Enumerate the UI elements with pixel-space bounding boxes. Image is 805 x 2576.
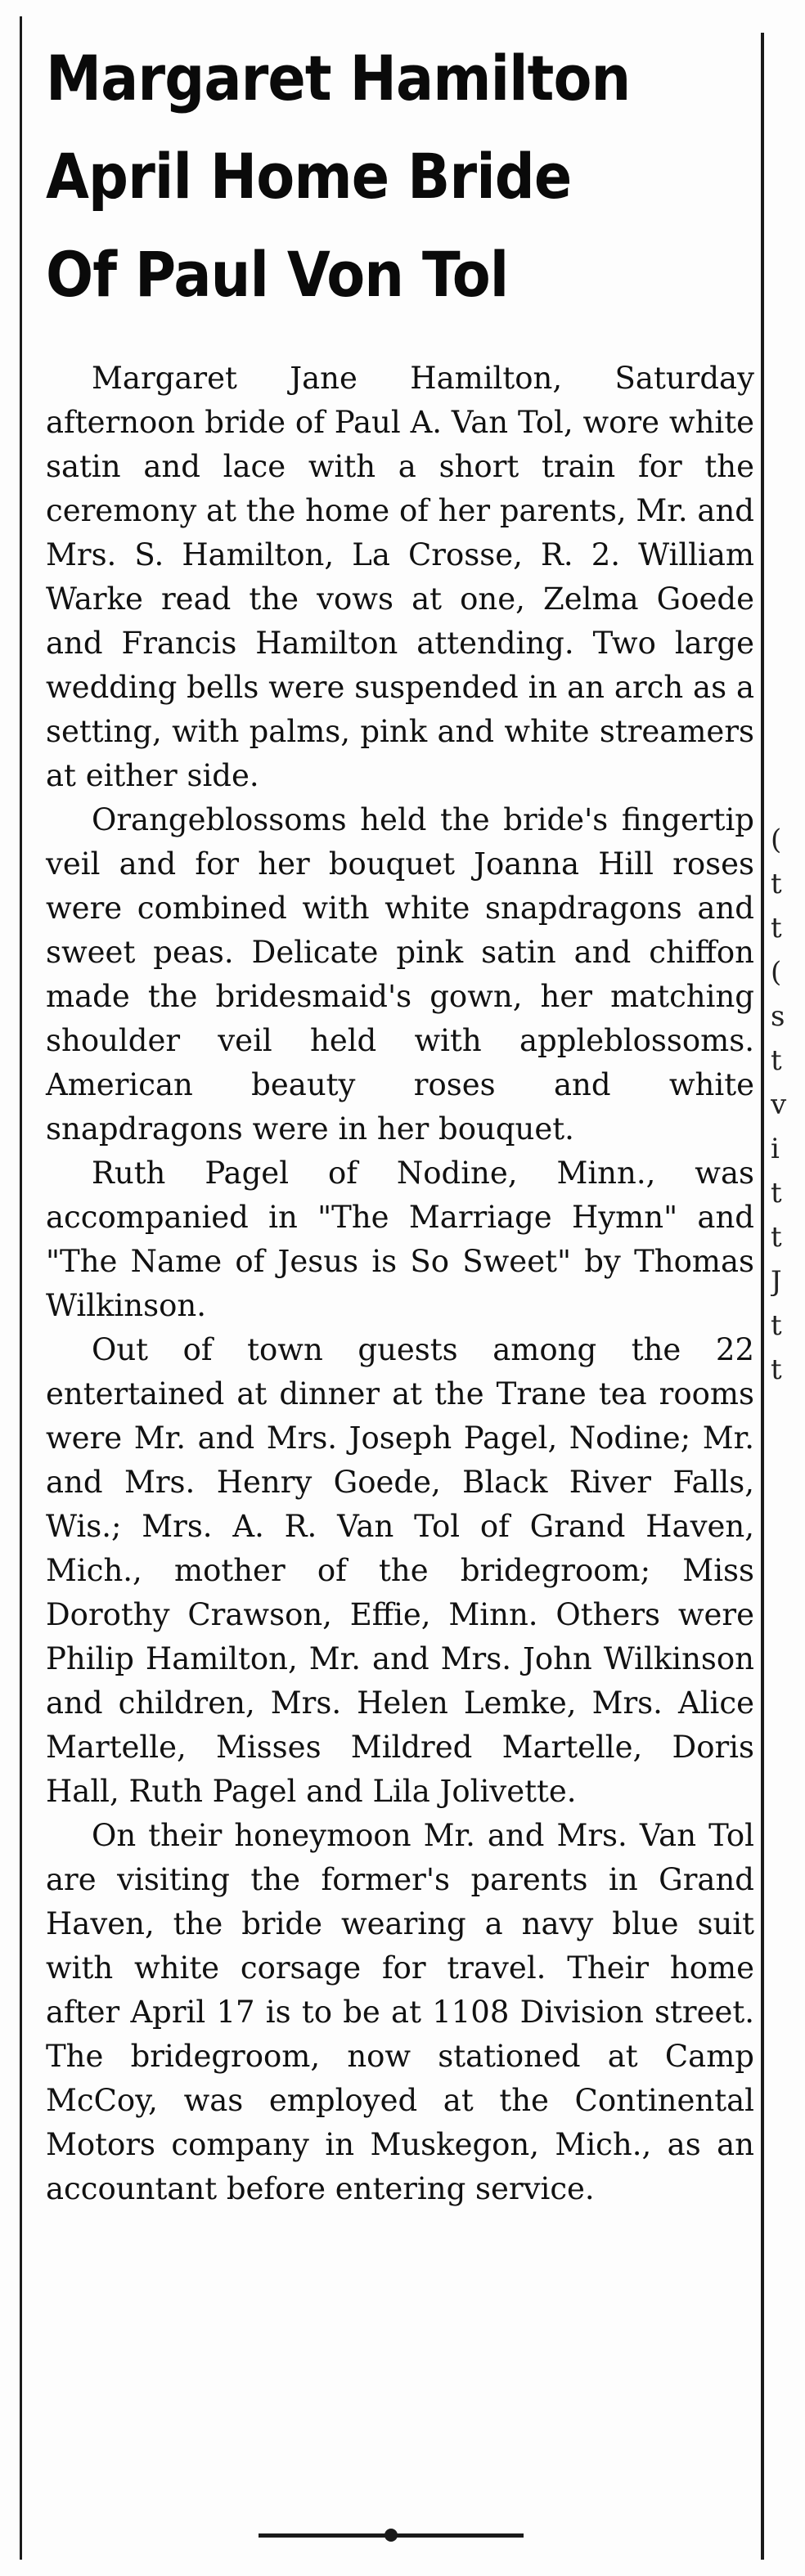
fragment: t bbox=[771, 1044, 782, 1077]
fragment: ( bbox=[771, 824, 782, 856]
headline-line: April Home Bride bbox=[46, 140, 572, 213]
end-of-article-dot bbox=[385, 2529, 398, 2542]
fragment: t bbox=[771, 912, 782, 945]
left-column-rule bbox=[20, 16, 22, 2560]
paragraph-ceremony: Margaret Jane Hamilton, Saturday afternoon bride of Paul A. Van Tol, wore white satin and lace with a short train for the ceremony at the home of her parents, Mr. and Mrs. S. Hamilton, La Crosse, R. 2. William Warke read the vows at one, Zelma Goede and Francis Hamilton attending. Two large wedding bells were suspended in an arch as a setting, with palms, pink and white streamers at either side. bbox=[46, 361, 754, 793]
fragment: v bbox=[771, 1088, 787, 1121]
fragment: ( bbox=[771, 956, 782, 989]
paragraph-honeymoon: On their honeymoon Mr. and Mrs. Van Tol are visiting the former's parents in Grand Haven, the bride wearing a navy blue suit with white corsage for travel. Their home after April 17 is to be at 1108 Division street. The bridegroom, now stationed at Camp McCoy, was employed at the Continental Motors company in Muskegon, Mich., as an accountant before entering service. bbox=[46, 1818, 754, 2206]
fragment: t bbox=[771, 868, 782, 900]
paragraph-guests: Out of town guests among the 22 entertained at dinner at the Trane tea rooms were Mr. and Mrs. Joseph Pagel, Nodine; Mr. and Mrs. Henry Goede, Black River Falls, Wis.; Mrs. A. R. Van Tol of Grand Haven, Mich., mother of the bridegroom; Miss Dorothy Crawson, Effie, Minn. Others were Philip Hamilton, Mr. and Mrs. John Wilkinson and children, Mrs. Helen Lemke, Mrs. Alice Martelle, Misses Mildred Martelle, Doris Hall, Ruth Pagel and Lila Jolivette. bbox=[46, 1332, 754, 1809]
right-column-rule bbox=[761, 33, 764, 2560]
fragment: s bbox=[771, 1000, 785, 1033]
fragment: t bbox=[771, 1353, 782, 1386]
fragment: i bbox=[771, 1133, 780, 1165]
paragraph-music: Ruth Pagel of Nodine, Minn., was accompanied in "The Marriage Hymn" and "The Name of Jesus is So Sweet" by Thomas Wilkinson. bbox=[46, 1156, 754, 1323]
article-body bbox=[46, 357, 754, 2211]
headline-line: Of Paul Von Tol bbox=[46, 238, 509, 311]
paragraph-attire: Orangeblossoms held the bride's fingertip veil and for her bouquet Joanna Hill roses were combined with white snapdragons and sweet peas. Delicate pink satin and chiffon made the bridesmaid's gown, her matching shoulder veil held with appleblossoms. American beauty roses and white snapdragons were in her bouquet. bbox=[46, 802, 754, 1147]
headline-line: Margaret Hamilton bbox=[46, 42, 631, 114]
fragment: J bbox=[771, 1265, 782, 1298]
fragment: t bbox=[771, 1177, 782, 1209]
fragment: t bbox=[771, 1221, 782, 1254]
fragment: t bbox=[771, 1309, 782, 1342]
adjacent-column-fragments bbox=[771, 818, 803, 1392]
article bbox=[46, 29, 754, 2211]
headline bbox=[46, 29, 753, 324]
